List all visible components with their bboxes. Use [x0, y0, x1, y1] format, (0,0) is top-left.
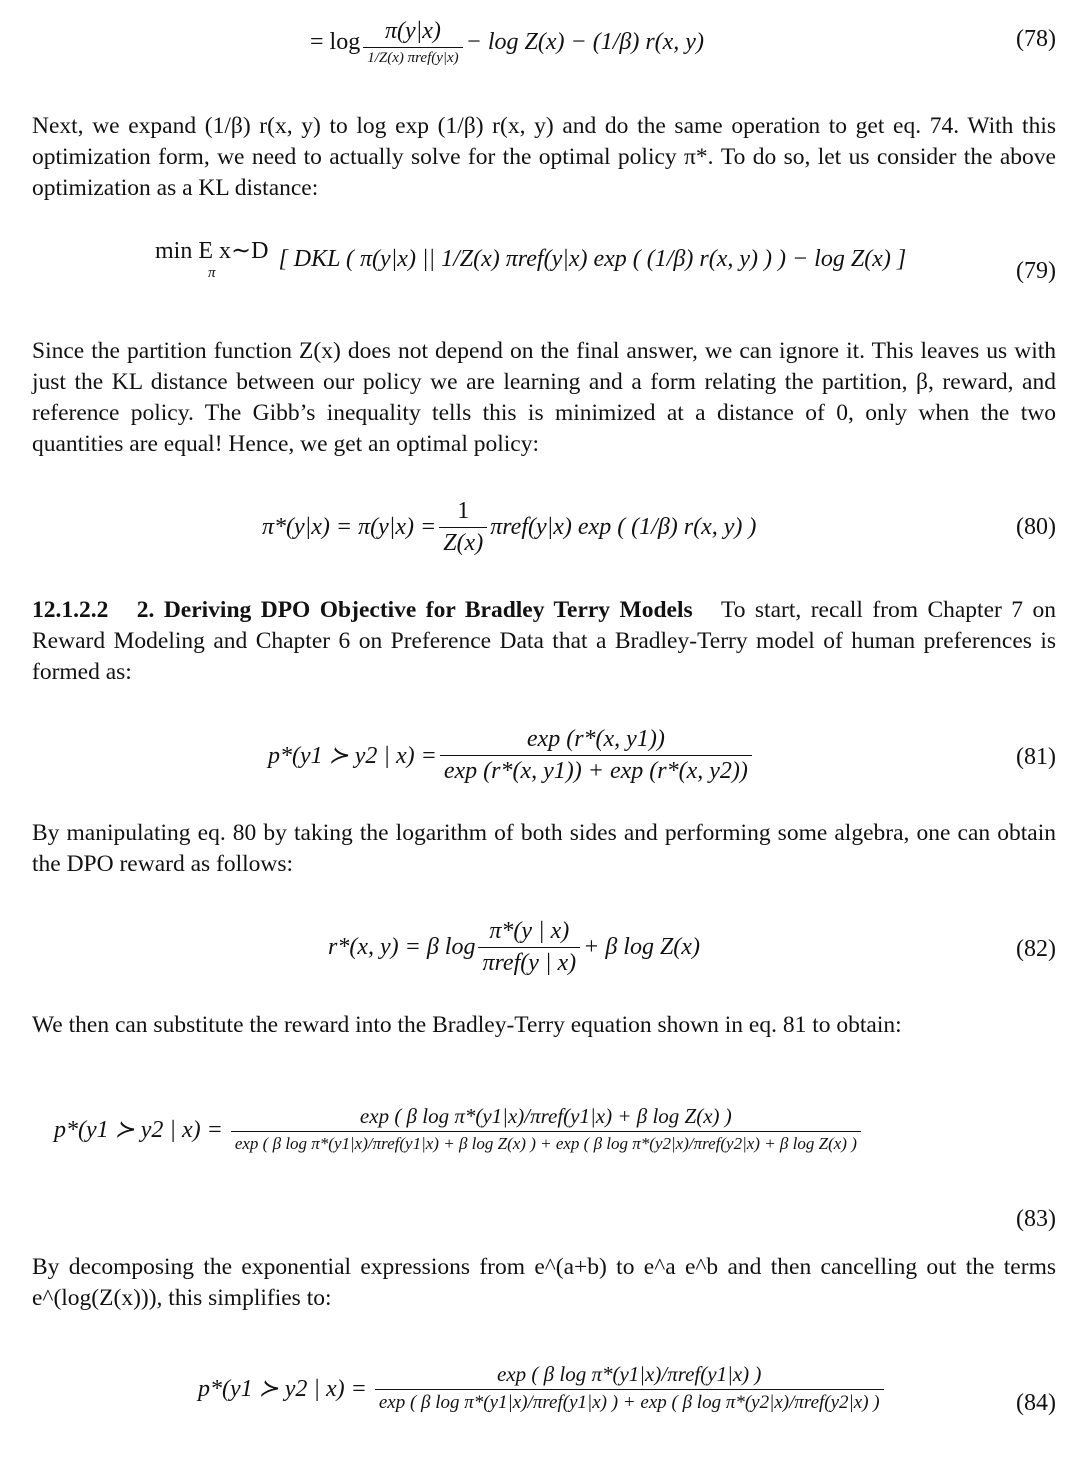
- eq83-fraction: [231, 1104, 861, 1154]
- eq80-fraction: [439, 498, 487, 557]
- eq78-numerator: π(y|x): [384, 18, 441, 44]
- eq84-numerator: exp ( β log π*(y1|x)/πref(y1|x) ): [497, 1362, 762, 1386]
- eq78-denominator: 1/Z(x) πref(y|x): [363, 47, 462, 67]
- equation-80: [0, 494, 1080, 566]
- paragraph-5: By decomposing the exponential expressions from e^(a+b) to e^a e^b and then cancelling out the terms e^(log(Z(x))), this simplifies to:: [32, 1254, 1056, 1311]
- eq78-suffix: − log Z(x) − (1/β) r(x, y): [465, 29, 704, 55]
- eq78-number: (78): [1016, 26, 1056, 52]
- eq81-denominator: exp (r*(x, y1)) + exp (r*(x, y2)): [440, 755, 752, 785]
- eq80-rhs: πref(y|x) exp ( (1/β) r(x, y) ): [490, 514, 757, 540]
- eq84-lhs: p*(y1 ≻ y2 | x) =: [198, 1375, 367, 1402]
- section-text: To start, recall from Chapter 7 on Reward Modeling and Chapter 6 on Preference Data that a Bradley-Terry model of human preferences is formed as:: [32, 597, 1056, 685]
- eq80-lhs: π*(y|x) = π(y|x) =: [262, 514, 437, 540]
- eq82-fraction: [478, 918, 580, 977]
- eq82-denominator: πref(y | x): [478, 947, 580, 977]
- eq81-lhs: p*(y1 ≻ y2 | x) =: [268, 743, 437, 769]
- eq80-denominator: Z(x): [439, 527, 487, 557]
- paragraph-3: By manipulating eq. 80 by taking the logarithm of both sides and performing some algebra, one can obtain the DPO reward as follows:: [32, 820, 1056, 877]
- equation-84: [0, 1354, 1080, 1459]
- eq79-subscript: π: [207, 265, 216, 281]
- eq83-lhs: p*(y1 ≻ y2 | x) =: [54, 1116, 223, 1143]
- eq79-min-operator: [155, 236, 268, 282]
- eq80-numerator: 1: [457, 498, 470, 524]
- eq79-body: [ DKL ( π(y|x) || 1/Z(x) πref(y|x) exp ( (1/β) r(x, y) ) ) − log Z(x) ]: [278, 245, 907, 272]
- equation-78: [0, 8, 1080, 78]
- eq82-number: (82): [1016, 936, 1056, 962]
- equation-79: [0, 236, 1080, 316]
- eq84-denominator: exp ( β log π*(y1|x)/πref(y1|x) ) + exp ( β log π*(y2|x)/πref(y2|x) ): [375, 1389, 884, 1414]
- eq84-fraction: [375, 1362, 884, 1414]
- paragraph-2: Since the partition function Z(x) does not depend on the final answer, we can ignore it. This leaves us with just the KL distance between our policy we are learning and a form relating the partition, β, reward, and reference policy. The Gibb’s inequality tells this is minimized at a distance of 0, only when the two quantities are equal! Hence, we get an optimal policy:: [32, 338, 1056, 457]
- equation-83: [0, 1100, 1080, 1240]
- paragraph-1: Next, we expand (1/β) r(x, y) to log exp (1/β) r(x, y) and do the same operation to get eq. 74. With this optimization form, we need to actually solve for the optimal policy π*. To do so, let us consider the above optimization as a KL distance:: [32, 113, 1056, 201]
- equation-82: [0, 914, 1080, 986]
- eq80-number: (80): [1016, 514, 1056, 540]
- paragraph-4: We then can substitute the reward into the Bradley-Terry equation shown in eq. 81 to obtain:: [32, 1012, 902, 1038]
- eq82-rhs: + β log Z(x): [583, 934, 700, 960]
- equation-81: [0, 722, 1080, 796]
- eq81-fraction: [440, 726, 752, 785]
- eq82-numerator: π*(y | x): [489, 918, 570, 944]
- eq82-lhs: r*(x, y) = β log: [328, 934, 476, 960]
- section-number: 12.1.2.2: [32, 597, 109, 623]
- eq78-fraction: [363, 18, 462, 67]
- eq81-number: (81): [1016, 744, 1056, 770]
- eq83-numerator: exp ( β log π*(y1|x)/πref(y1|x) + β log Z(x) ): [359, 1104, 732, 1128]
- eq84-number: (84): [1016, 1390, 1056, 1416]
- eq78-prefix: = log: [310, 29, 361, 55]
- eq81-numerator: exp (r*(x, y1)): [526, 726, 665, 752]
- section-12-1-2-2: [32, 595, 1056, 688]
- eq83-denominator: exp ( β log π*(y1|x)/πref(y1|x) + β log Z(x) ) + exp ( β log π*(y2|x)/πref(y2|x) + β log Z(x) ): [231, 1131, 861, 1154]
- eq79-prefix: min E x∼D: [155, 238, 269, 264]
- eq79-number: (79): [1016, 258, 1056, 284]
- section-title: 2. Deriving DPO Objective for Bradley Terry Models: [136, 597, 693, 623]
- eq83-number: (83): [1016, 1206, 1056, 1232]
